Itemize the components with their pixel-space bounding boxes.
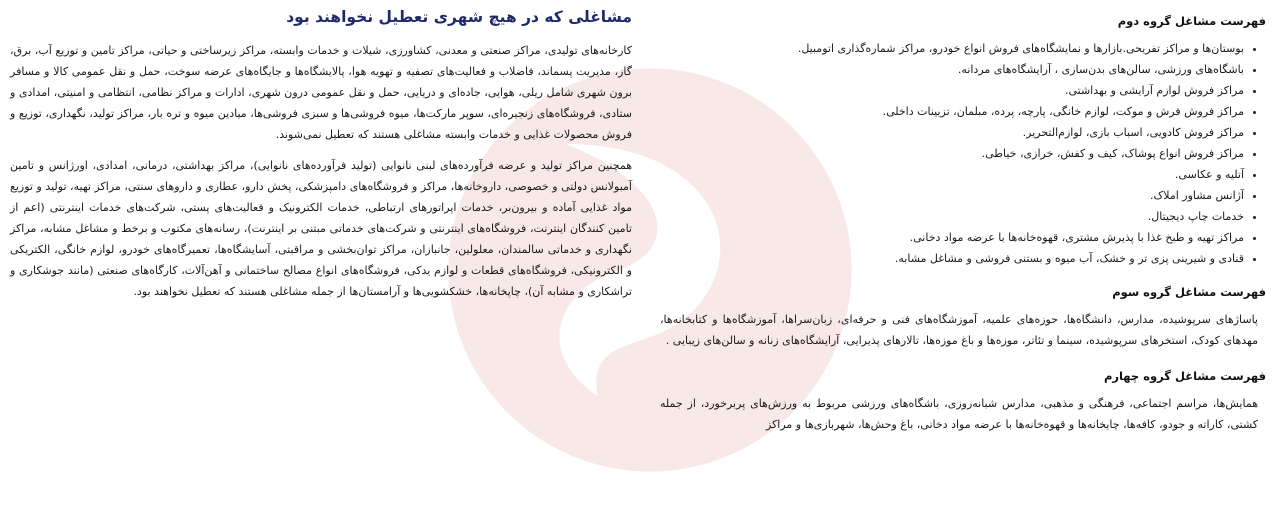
list-item: • مراکز فروش انواع پوشاک، کیف و کفش، خرازی، خیاطی. — [660, 143, 1244, 164]
page-title: مشاغلی که در هیچ شهری تعطیل نخواهند بود — [286, 8, 632, 26]
group3-text: پاساژهای سرپوشیده، مدارس، دانشگاه‌ها، حوزه‌های علمیه، آموزشگاه‌های فنی و حرفه‌ای، زبان‌سراها، آموزشگاه‌ها و کتابخانه‌ها، مهدهای کودک، استخرهای سرپوشیده، سینما و تئاتر، موزه‌ها و باغ موزه‌ها، تالارهای پذیرایی، آرایشگاه‌های زنانه و سالن‌های زیبایی . — [660, 313, 1258, 347]
left-paragraph-2: همچنین مراکز تولید و عرضه فرآورده‌های لبنی نانوایی (تولید فرآورده‌های نانوایی)، مراکز بهداشتی، درمانی، امدادی، اورژانس و تامین آمبولانس دولتی و خصوصی، داروخانه‌ها، مراکز و فروشگاه‌های دامپزشکی، پخش دارو، عطاری و داروهای سنتی، مراکز تهیه، تولید و توزیع مواد غذایی آماده و بیرون‌بر، خدمات اپراتورهای ارتباطی، خدمات الکترونیک و فعالیت‌های پستی، شرکت‌های خدمات اینترنتی (اعم از تامین کنندگان اینترنت، فروشگاه‌های اینترنتی و شرکت‌های خدماتی مبتنی بر اینترنت)، رسانه‌های مکتوب و برخط و مشاغل مشابه، مراکز نگهداری و خدماتی سالمندان، معلولین، جانبازان، مراکز توان‌بخشی و مراقبتی، آسایشگاه‌ها، تعمیرگاه‌های خودرو، لوازم خانگی، الکتریکی و الکترونیکی، فروشگاه‌های قطعات و لوازم یدکی، فروشگاه‌های انواع مصالح ساختمانی و آهن‌آلات، کارگاه‌های صنعتی (مانند جوشکاری و تراشکاری و مشابه آن)، چاپخانه‌ها، خشکشویی‌ها و آرامستان‌ها از جمله مشاغلی هستند که تعطیل نخواهند بود. — [10, 159, 632, 298]
list-item: • آژانس مشاور املاک. — [660, 185, 1244, 206]
right-column — [650, 0, 1280, 506]
list-item: • مراکز تهیه و طبخ غذا با پذیرش مشتری، قهوه‌خانه‌ها با عرضه مواد دخانی. — [660, 227, 1244, 248]
group4-text: همایش‌ها، مراسم اجتماعی، فرهنگی و مذهبی، مدارس شبانه‌روزی، باشگاه‌های ورزشی مربوط به ورزش‌های پربرخورد، از جمله کشتی، کاراته و جودو، کافه‌ها، چایخانه‌ها و قهوه‌خانه‌ها با عرضه مواد دخانی، باغ وحش‌ها، شهربازی‌ها و مراکز — [660, 397, 1258, 431]
list-item: • خدمات چاپ دیجیتال. — [660, 206, 1244, 227]
list-item: • آتلیه و عکاسی. — [660, 164, 1244, 185]
group4-title: فهرست مشاغل گروه چهارم — [1103, 369, 1266, 383]
list-item: • مراکز فروش لوازم آرایشی و بهداشتی. — [660, 80, 1244, 101]
list-item: • بوستان‌ها و مراکز تفریحی.بازارها و نمایشگاه‌های فروش انواع خودرو، مراکز شماره‌گذاری اتومبیل. — [660, 38, 1244, 59]
list-item: • مراکز فروش فرش و موکت، لوازم خانگی، پارچه، پرده، مبلمان، تزیینات داخلی. — [660, 101, 1244, 122]
left-paragraph-1: کارخانه‌های تولیدی، مراکز صنعتی و معدنی، کشاورزی، شیلات و خدمات وابسته، مراکز زیرساختی و حیاتی، مراکز تامین و توزیع آب، برق، گاز، مدیریت پسماند، فاضلاب و فعالیت‌های تصفیه و تهویه هوا، پالایشگاه‌ها و جایگاه‌های عرضه سوخت، حمل و نقل عمومی کالا و مسافر برون شهری شامل ریلی، هوایی، جاده‌ای و دریایی، حمل و نقل عمومی درون شهری، ادارات و مراکز نظامی، انتظامی و امنیتی، امدادی و ستادی، فروشگاه‌های زنجیره‌ای، سوپر مارکت‌ها، میوه فروشی‌ها و سبزی فروشی‌ها، میادین میوه و تره بار، مراکز تولید، نگهداری، توزیع و فروش محصولات غذایی و خدمات وابسته مشاغلی هستند که تعطیل نمی‌شوند. — [10, 44, 632, 141]
group2-title: فهرست مشاغل گروه دوم — [1117, 14, 1266, 28]
group2-list — [660, 38, 1266, 269]
list-item: • باشگاه‌های ورزشی، سالن‌های بدن‌سازی ، آرایشگاه‌های مردانه. — [660, 59, 1244, 80]
list-item: • قنادی و شیرینی پزی تر و خشک، آب میوه و بستنی فروشی و مشاغل مشابه. — [660, 248, 1244, 269]
group3-title: فهرست مشاغل گروه سوم — [1112, 285, 1266, 299]
list-item: • مراکز فروش کادویی، اسباب بازی، لوازم‌التحریر. — [660, 122, 1244, 143]
